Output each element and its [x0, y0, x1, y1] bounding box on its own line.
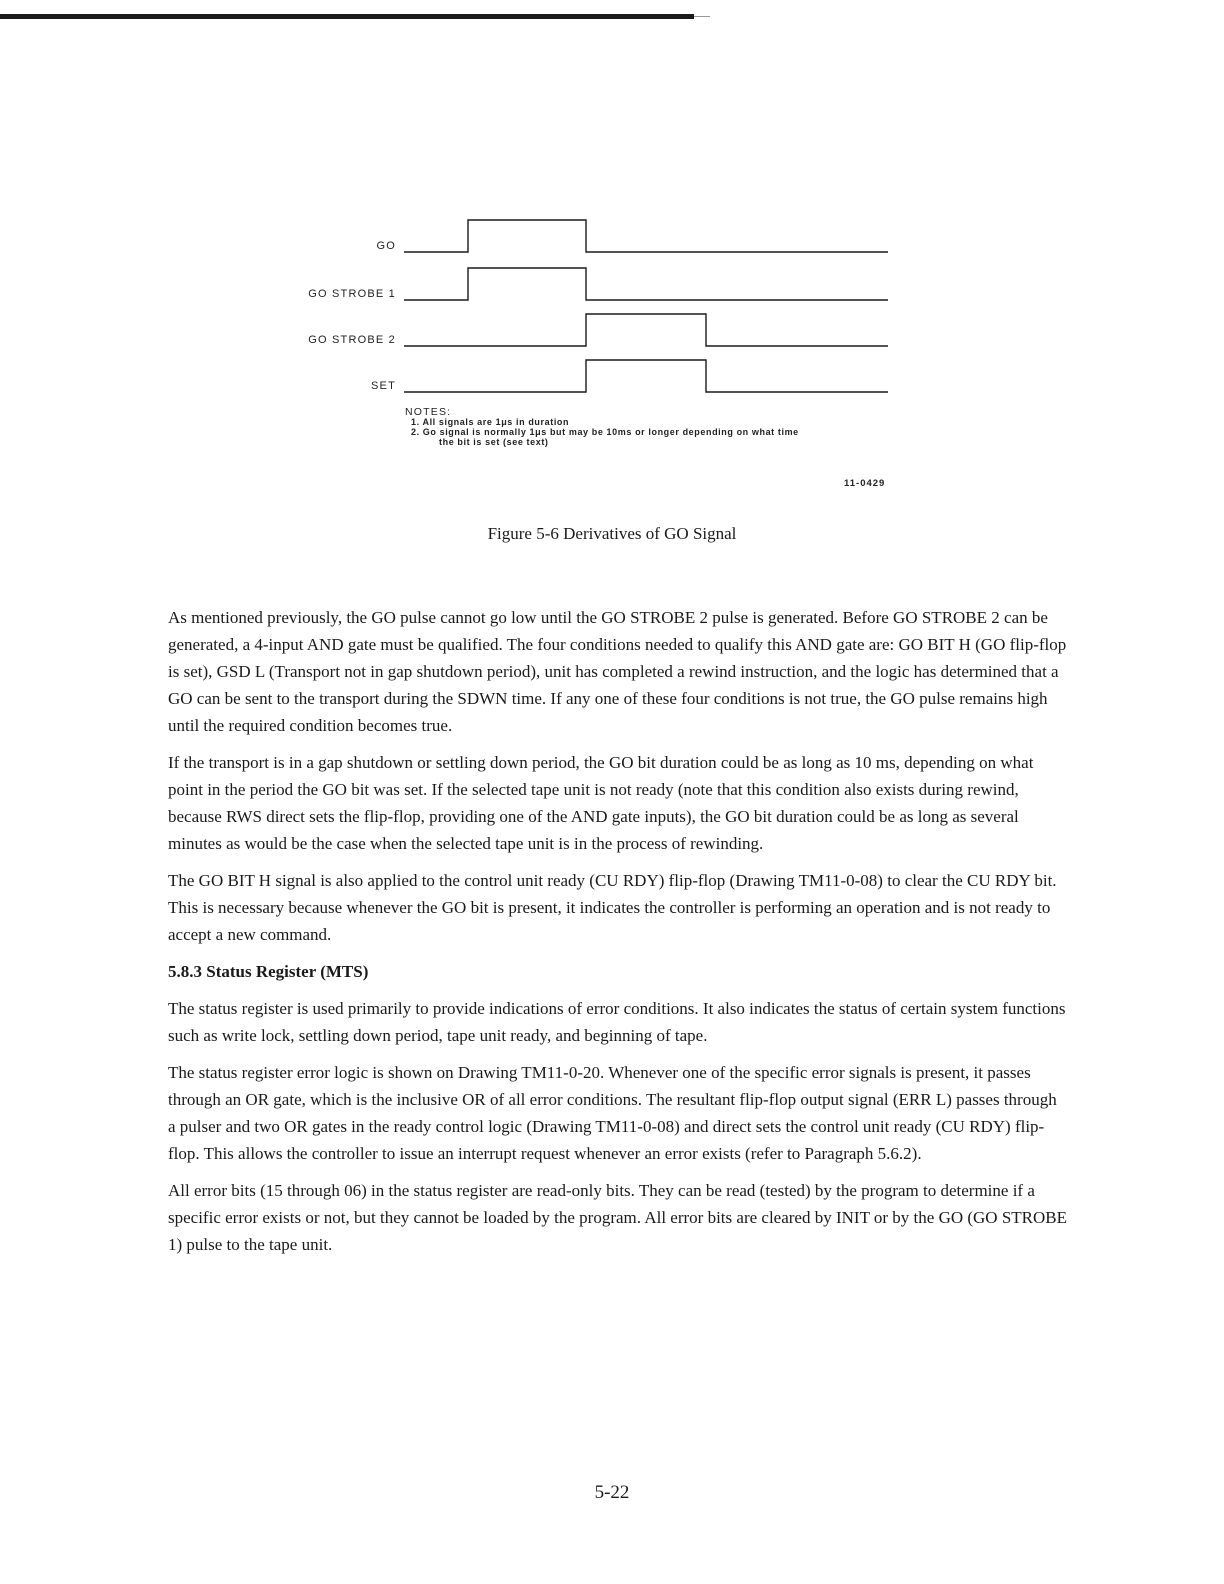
figure-caption: Figure 5-6 Derivatives of GO Signal — [487, 524, 737, 543]
figure-id: 11-0429 — [844, 478, 886, 489]
waveform-go — [404, 220, 888, 252]
paragraph: If the transport is in a gap shutdown or settling down period, the GO bit duration could be as long as 10 ms, depending on what point in the period the GO bit was set. If the selected tape unit is not ready (note that this condition also exists during rewind, because RWS direct sets the flip-flop, providing one of the AND gate inputs), the GO bit duration could be as long as several minutes as would be the case when the selected tape unit is in the process of rewinding. — [168, 753, 1034, 853]
page-number: 5-22 — [594, 1482, 630, 1503]
waveforms — [296, 210, 896, 410]
signal-label-set: SET — [371, 380, 396, 392]
waveform-go-strobe-1 — [404, 268, 888, 300]
note-2: 2. Go signal is normally 1μs but may be 10ms or longer depending on what time — [411, 427, 799, 437]
paragraph: The status register is used primarily to provide indications of error conditions. It also indicates the status of certain system functions such as write lock, settling down period, tape unit ready, and beginning of tape. — [168, 999, 1066, 1045]
top-rule — [0, 14, 694, 19]
signal-label-go-strobe-2: GO STROBE 2 — [308, 334, 396, 346]
waveform-go-strobe-2 — [404, 314, 888, 346]
top-rule-tail — [694, 16, 710, 17]
paragraph: As mentioned previously, the GO pulse cannot go low until the GO STROBE 2 pulse is generated. Before GO STROBE 2 can be generated, a 4-input AND gate must be qualified. The four conditions needed to qualify this AND gate are: GO BIT H (GO flip-flop is set), GSD L (Transport not in gap shutdown period), unit has completed a rewind instruction, and the logic has determined that a GO can be sent to the transport during the SDWN time. If any one of these four conditions is not true, the GO pulse remains high until the required condition becomes true. — [168, 608, 1067, 735]
timing-diagram — [296, 210, 896, 500]
paragraph: The status register error logic is shown on Drawing TM11-0-20. Whenever one of the specific error signals is present, it passes through an OR gate, which is the inclusive OR of all error conditions. The resultant flip-flop output signal (ERR L) passes through a pulser and two OR gates in the ready control logic (Drawing TM11-0-08) and direct sets the control unit ready (CU RDY) flip-flop. This allows the controller to issue an interrupt request whenever an error exists (refer to Paragraph 5.6.2). — [168, 1063, 1057, 1163]
notes-heading: NOTES: — [405, 406, 452, 418]
signal-label-go-strobe-1: GO STROBE 1 — [308, 288, 396, 300]
section-heading: 5.8.3 Status Register (MTS) — [168, 962, 369, 981]
signal-label-go: GO — [376, 240, 396, 252]
figure-notes — [405, 407, 799, 447]
note-2-continued: the bit is set (see text) — [439, 437, 549, 447]
paragraph: The GO BIT H signal is also applied to the control unit ready (CU RDY) flip-flop (Drawing TM11-0-08) to clear the CU RDY bit. This is necessary because whenever the GO bit is present, it indicates the controller is performing an operation and is not ready to accept a new command. — [168, 871, 1057, 944]
paragraph: All error bits (15 through 06) in the status register are read-only bits. They can be read (tested) by the program to determine if a specific error exists or not, but they cannot be loaded by the program. All error bits are cleared by INIT or by the GO (GO STROBE 1) pulse to the tape unit. — [168, 1181, 1068, 1254]
body-text — [168, 604, 1068, 1268]
note-1: 1. All signals are 1μs in duration — [411, 417, 570, 427]
waveform-set — [404, 360, 888, 392]
